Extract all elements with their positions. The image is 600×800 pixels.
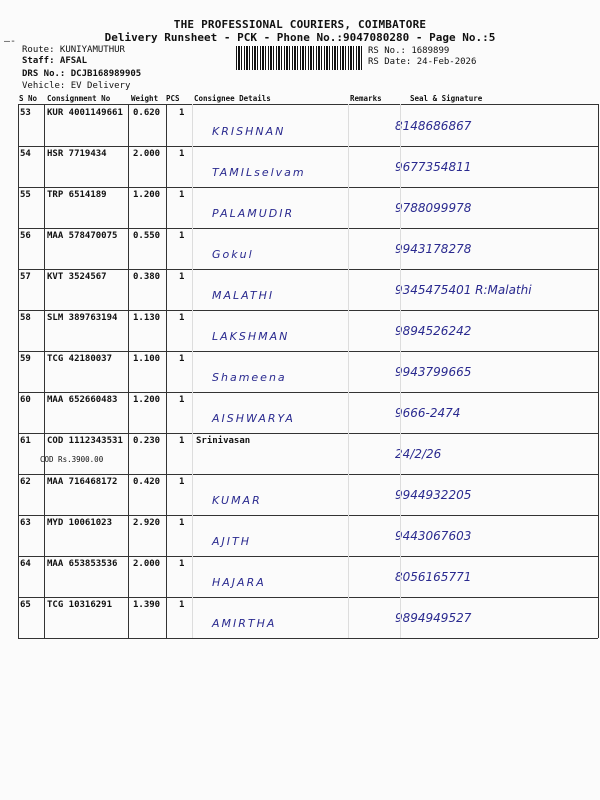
row-signature: 9943178278 [395,242,472,256]
row-pcs: 1 [179,108,185,118]
row-signature: 9677354811 [395,160,472,174]
column-divider [348,104,349,638]
col-consignment: Consignment No [47,94,111,103]
header-divider [18,104,598,105]
row-sno: 64 [20,559,31,569]
row-divider [18,392,598,393]
rs-date: RS Date: 24-Feb-2026 [368,57,477,67]
rs-number: RS No.: 1689899 [368,46,450,56]
row-consignee-handwritten: MALATHI [212,289,275,302]
row-weight: 1.200 [133,395,161,405]
column-divider [44,104,45,638]
row-divider [18,515,598,516]
row-sno: 62 [20,477,31,487]
row-signature: 8148686867 [395,119,472,133]
drs-label: DRS No.: DCJB168989905 [22,69,142,79]
col-pcs: PCS [166,94,180,103]
row-pcs: 1 [179,149,185,159]
row-consignee-handwritten: AJITH [212,535,252,548]
row-weight: 1.200 [133,190,161,200]
row-signature: 9944932205 [395,488,472,502]
row-sno: 55 [20,190,31,200]
document-title: THE PROFESSIONAL COURIERS, COIMBATORE [173,18,427,31]
row-divider [18,597,598,598]
row-divider [18,310,598,311]
row-consignee-handwritten: Gokul [212,248,254,261]
col-sno: S No [19,94,38,103]
row-divider [18,556,598,557]
row-signature: 9443067603 [395,529,472,543]
row-signature: 9894526242 [395,324,472,338]
row-consignment: TCG 10316291 [47,600,113,610]
column-divider [598,104,599,638]
row-divider [18,269,598,270]
margin-dash-mark: —‑ [4,36,17,47]
row-consignment: MYD 10061023 [47,518,113,528]
row-sno: 63 [20,518,31,528]
row-pcs: 1 [179,559,185,569]
route-label: Route: KUNIYAMUTHUR [22,45,125,55]
row-divider [18,474,598,475]
row-pcs: 1 [179,436,185,446]
row-pcs: 1 [179,518,185,528]
col-remarks: Remarks [350,94,382,103]
row-weight: 0.550 [133,231,161,241]
row-weight: 2.000 [133,559,161,569]
row-consignee-handwritten: KRISHNAN [212,125,286,138]
col-consignee: Consignee Details [194,94,271,103]
staff-label: Staff: AFSAL [22,56,88,66]
row-pcs: 1 [179,395,185,405]
row-consignee-handwritten: AMIRTHA [212,617,277,630]
row-weight: 0.420 [133,477,161,487]
row-consignee-handwritten: AISHWARYA [212,412,295,425]
row-consignment: COD 1112343531 [47,436,123,446]
row-consignment: HSR 7719434 [47,149,107,159]
column-divider [18,104,19,638]
row-pcs: 1 [179,600,185,610]
column-divider [192,104,193,638]
row-pcs: 1 [179,354,185,364]
row-weight: 0.230 [133,436,161,446]
row-divider [18,638,598,639]
row-sno: 54 [20,149,31,159]
row-divider [18,351,598,352]
row-sno: 60 [20,395,31,405]
column-divider [400,104,401,638]
row-consignment: MAA 578470075 [47,231,118,241]
row-divider [18,146,598,147]
row-divider [18,228,598,229]
row-weight: 2.000 [133,149,161,159]
row-consignment: TCG 42180037 [47,354,113,364]
row-pcs: 1 [179,272,185,282]
row-signature: 8056165771 [395,570,472,584]
row-consignment: KVT 3524567 [47,272,107,282]
row-consignment: MAA 716468172 [47,477,118,487]
row-divider [18,433,598,434]
row-consignee-printed: Srinivasan [196,436,251,446]
row-pcs: 1 [179,313,185,323]
row-sno: 61 [20,436,31,446]
document-subtitle: Delivery Runsheet - PCK - Phone No.:9047080280 - Page No.:5 [104,31,496,44]
row-consignment: SLM 389763194 [47,313,118,323]
row-weight: 2.920 [133,518,161,528]
row-consignment: TRP 6514189 [47,190,107,200]
row-signature: 24/2/26 [395,447,442,461]
row-divider [18,187,598,188]
row-weight: 0.620 [133,108,161,118]
row-weight: 0.380 [133,272,161,282]
row-pcs: 1 [179,231,185,241]
col-seal: Seal & Signature [410,94,483,103]
row-pcs: 1 [179,190,185,200]
row-sno: 53 [20,108,31,118]
col-weight: Weight [131,94,159,103]
row-consignee-handwritten: PALAMUDIR [212,207,295,220]
row-signature: 9894949527 [395,611,472,625]
row-consignment: MAA 653853536 [47,559,118,569]
row-sno: 65 [20,600,31,610]
column-divider [128,104,129,638]
row-sno: 58 [20,313,31,323]
row-signature: 9943799665 [395,365,472,379]
column-divider [166,104,167,638]
row-sno: 57 [20,272,31,282]
row-weight: 1.130 [133,313,161,323]
row-consignee-handwritten: KUMAR [212,494,262,507]
row-cod-amount: COD Rs.3900.00 [40,455,104,464]
row-signature: 9345475401 R:Malathi [395,283,532,297]
row-weight: 1.390 [133,600,161,610]
row-consignee-handwritten: HAJARA [212,576,266,589]
row-consignee-handwritten: Shameena [212,371,287,384]
row-consignment: KUR 4001149661 [47,108,123,118]
row-signature: 9788099978 [395,201,472,215]
row-signature: 9666-2474 [395,406,461,420]
row-consignee-handwritten: LAKSHMAN [212,330,290,343]
barcode-image [236,46,364,70]
row-weight: 1.100 [133,354,161,364]
row-consignee-handwritten: TAMILselvam [212,166,306,179]
row-sno: 59 [20,354,31,364]
vehicle-label: Vehicle: EV Delivery [22,81,131,91]
row-consignment: MAA 652660483 [47,395,118,405]
row-sno: 56 [20,231,31,241]
row-pcs: 1 [179,477,185,487]
